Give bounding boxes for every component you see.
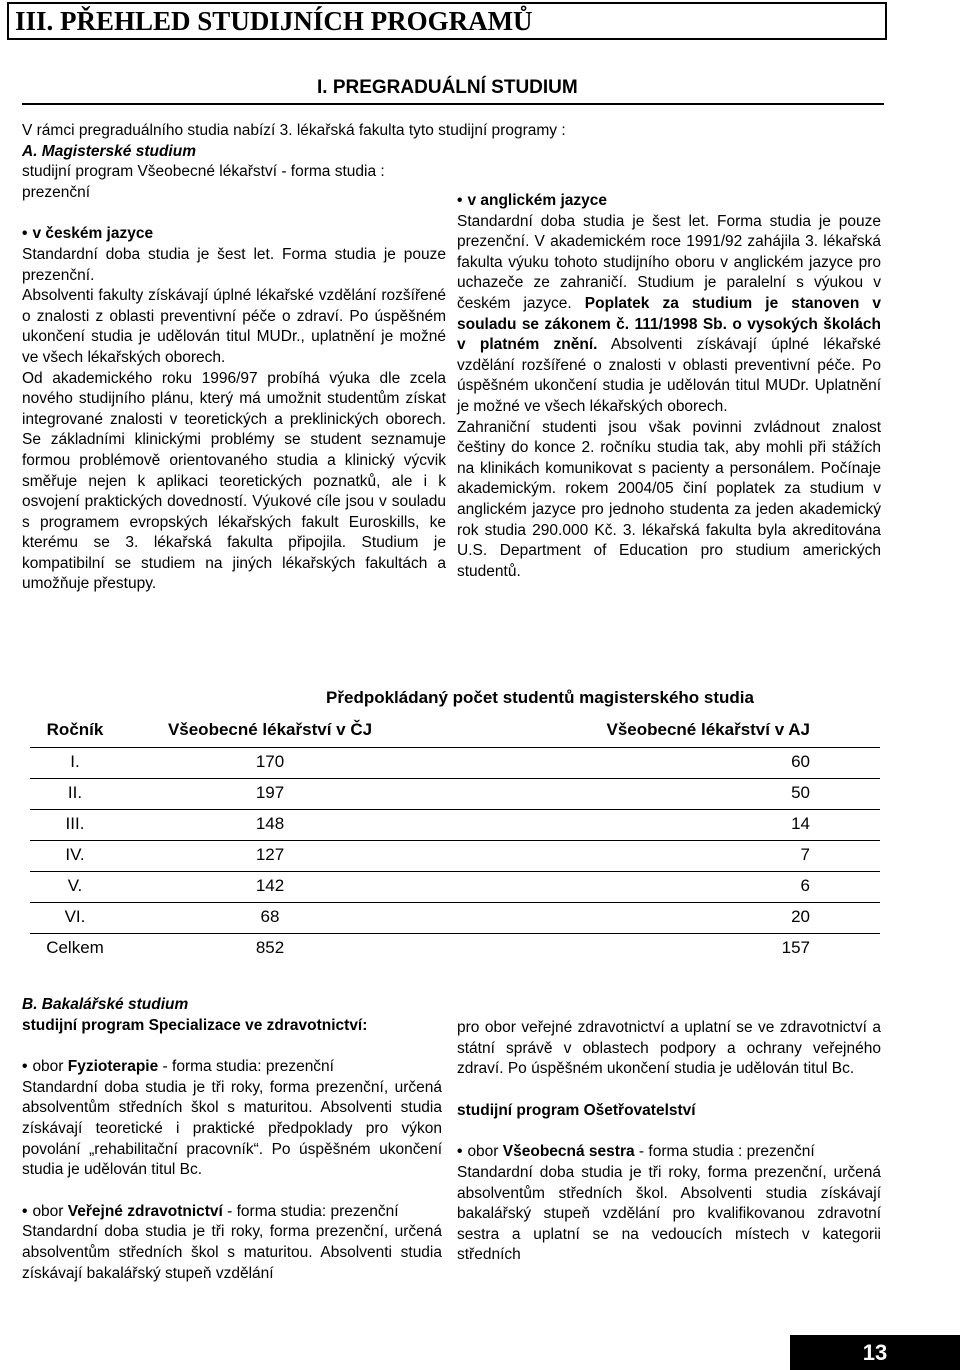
table-row (30, 747, 880, 778)
table-cell: III. (30, 809, 120, 840)
table-row (30, 840, 880, 871)
program-specializace-heading: studijní program Specializace ve zdravotnictví: (22, 1016, 368, 1034)
czech-duration-text: Standardní doba studia je šest let. Forma studia je pouze prezenční. (22, 245, 446, 284)
bachelor-heading: B. Bakalářské studium (22, 996, 189, 1013)
table-cell: 852 (255, 938, 285, 958)
right-column-bachelor (457, 1018, 881, 1266)
nursing-text: Standardní doba studia je tři roky, forma prezenční, určená absolventům středních škol. Absolventi studia získávají bakalářský stupeň vzdělání pro kvalifikovanou zdravotní sestra a uplatní se na vedoucích místech v kategorii středních (457, 1163, 881, 1264)
table-row (30, 809, 880, 840)
table-header-cell: Všeobecné lékařství v ČJ (120, 715, 420, 748)
czech-language-heading: • v českém jazyce (22, 225, 154, 243)
table-cell: VI. (30, 902, 120, 933)
table-row (30, 902, 880, 933)
program-line: studijní program Všeobecné lékařství - forma studia : (22, 163, 385, 181)
right-column-english (457, 191, 881, 582)
table-cell: 127 (120, 840, 420, 871)
public-health-heading: • obor Veřejné zdravotnictví - forma studia: prezenční (22, 1202, 399, 1220)
students-table-section (30, 688, 880, 964)
bullet-icon: • (457, 192, 463, 209)
magister-heading: A. Magisterské studium (22, 142, 196, 160)
public-health-text: Standardní doba studia je tři roky, forma prezenční, určená absolventům středních škol s maturitou. Absolventi studia získávají bakalářský stupeň vzdělání (22, 1223, 442, 1282)
table-total-row (30, 933, 880, 964)
program-nursing-heading: studijní program Ošetřovatelství (457, 1101, 696, 1119)
czech-graduates-text: Absolventi fakulty získávají úplné lékařské vzdělání rozšířené o znalosti z oblasti preventivní péče o zdraví. Po úspěšném ukončení studia je udělován titul MUDr., uplatnění je možné ve všech lékařských oborech. (22, 287, 446, 366)
english-foreign-students-text: Zahraniční studenti jsou však povinni zvládnout znalost češtiny do konce 2. ročníku studia tak, aby mohli při stážích na klinikách komunikovat s pacienty a personálem. Počínaje akademickým. rokem 2004/05 činí poplatek za studium v anglickém jazyce pro jednoho studenta za jeden akademický rok studia 290.000 Kč. 3. lékařská fakulta byla akreditována U.S. Department of Education pro studium amerických studentů. (457, 418, 881, 580)
table-cell: 14 (420, 809, 880, 840)
table-cell: II. (30, 778, 120, 809)
public-health-continuation: pro obor veřejné zdravotnictví a uplatní se ve zdravotnictví a státní správě v oblastech podpory a ochrany veřejného zdraví. Po úspěšném ukončení studia je udělován titul Bc. (457, 1019, 881, 1078)
left-column-bachelor (22, 995, 442, 1284)
table-cell: 142 (120, 871, 420, 902)
table-cell: 20 (420, 902, 880, 933)
bullet-icon: • (22, 1202, 28, 1220)
table-cell: 50 (420, 778, 880, 809)
table-cell: 170 (120, 747, 420, 778)
table-cell: IV. (30, 840, 120, 871)
table-header-cell: Všeobecné lékařství v AJ (420, 715, 880, 748)
table-cell: 7 (420, 840, 880, 871)
table-header-row (30, 715, 880, 748)
table-header-cell: Ročník (30, 715, 120, 748)
table-cell: 197 (120, 778, 420, 809)
table-cell: V. (30, 871, 120, 902)
bullet-icon: • (22, 1058, 28, 1076)
czech-curriculum-text: Od akademického roku 1996/97 probíhá výuka dle zcela nového studijního plánu, který má umožnit studentům získat integrované znalosti v teoretických a preklinických oborech. Se základními klinickými problémy se student seznamuje formou problémově orientovaného studia a klinický výcvik směřuje nejen k aplikaci teoretických poznatků, ale i k osvojení praktických dovedností. Výukové cíle jsou v souladu s programem evropských lékařských fakult Euroskills, ke kterému se 3. lékařská fakulta připojila. Studium je kompatibilní se studiem na jiných lékařských fakultách a umožňuje přestupy. (22, 369, 446, 593)
table-cell: 6 (420, 871, 880, 902)
study-form: prezenční (22, 183, 91, 201)
students-table (30, 715, 880, 964)
english-language-heading: • v anglickém jazyce (457, 192, 608, 209)
table-cell: 148 (120, 809, 420, 840)
physio-heading: • obor Fyzioterapie - forma studia: prezenční (22, 1058, 334, 1076)
page-number: 13 (790, 1335, 960, 1370)
section-title: I. PREGRADUÁLNÍ STUDIUM (317, 77, 578, 98)
table-cell: I. (30, 747, 120, 778)
table-cell: Celkem (46, 938, 104, 958)
nursing-heading: • obor Všeobecná sestra - forma studia : prezenční (457, 1143, 815, 1161)
table-cell: 157 (781, 938, 810, 958)
table-cell: 60 (420, 747, 880, 778)
table-row (30, 871, 880, 902)
table-title: Předpokládaný počet studentů magisterského studia (326, 688, 754, 707)
table-cell: 68 (120, 902, 420, 933)
chapter-title: III. PŘEHLED STUDIJNÍCH PROGRAMŮ (7, 2, 887, 40)
english-duration-text: Standardní doba studia je šest let. Forma studia je pouze prezenční. V akademickém roce 1991/92 zahájila 3. lékařská fakulta výuku tohoto studijního oboru v anglickém jazyce pro uchazeče ze zahraničí. Studium je paralelní s výukou v českém jazyce. Poplatek za studium je stanoven v souladu se zákonem č. 111/1998 Sb. o vysokých školách v platném znění. Absolventi získávají úplné lékařské vzdělání rozšířené o znalosti v oblasti preventivní péče. Po úspěšném ukončení studia je udělován titul MUDr. Uplatnění je možné ve všech lékařských oborech. (457, 212, 882, 415)
bullet-icon: • (457, 1143, 463, 1161)
bullet-icon: • (22, 225, 28, 243)
fee-notice: Poplatek za studium je stanoven v souladu se zákonem č. 111/1998 Sb. o vysokých školách v platném znění. (457, 294, 881, 354)
physio-text: Standardní doba studia je tři roky, forma prezenční, určená absolventům středních škol s maturitou. Absolventi studia získávají teoretické i praktické předpoklady pro výkon povolání „rehabilitační pracovník“. Po úspěšném ukončení studia je udělován titul Bc. (22, 1078, 442, 1179)
section-divider (22, 103, 884, 105)
intro-text: V rámci pregraduálního studia nabízí 3. lékařská fakulta tyto studijní programy : (22, 122, 566, 139)
table-row (30, 778, 880, 809)
